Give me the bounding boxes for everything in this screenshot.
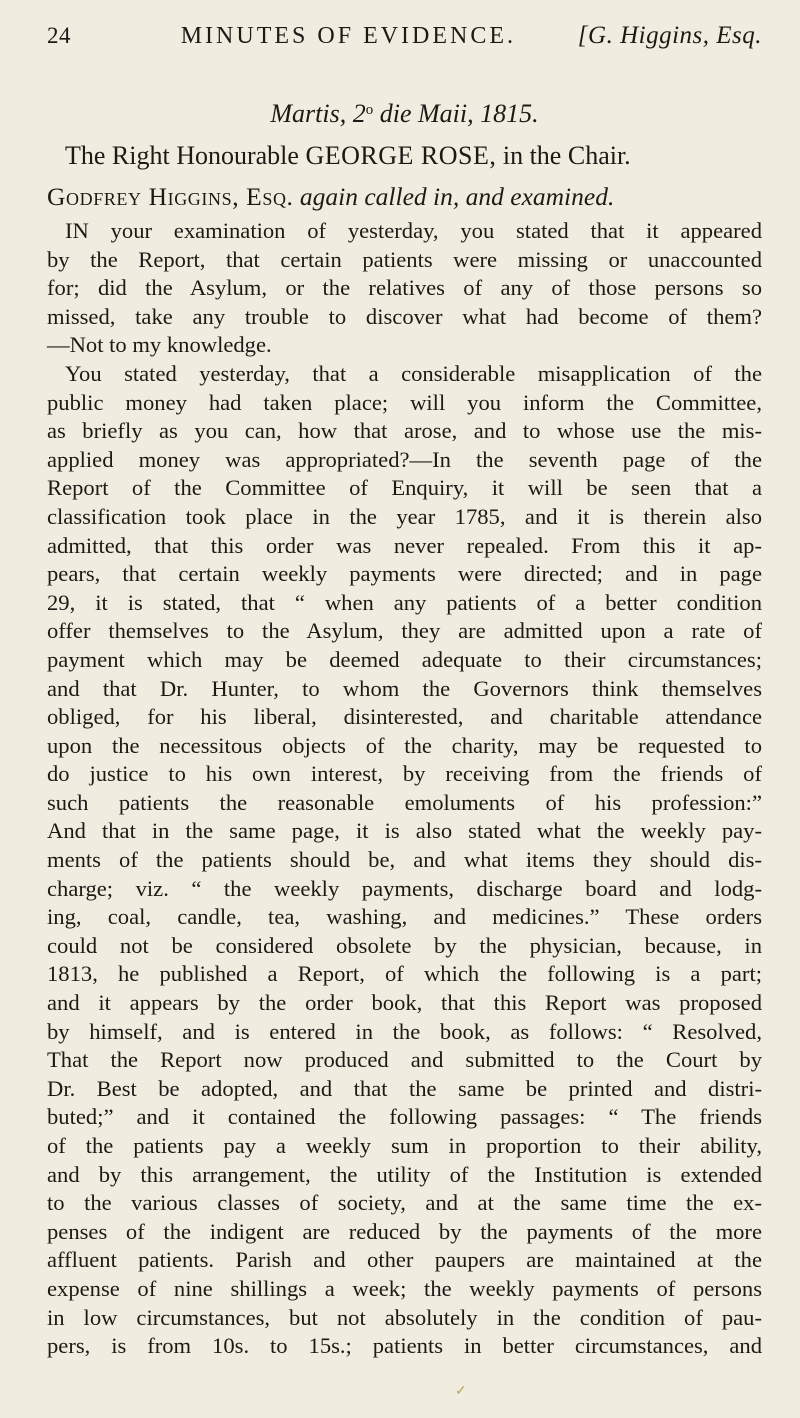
text-line: obliged, for his liberal, disinterested, and charitable attendance — [47, 704, 762, 730]
text-line: payment which may be deemed adequate to their circumstances; — [47, 646, 762, 672]
dateline-superscript: o — [365, 102, 374, 118]
text-line: of the patients pay a weekly sum in proportion to their ability, — [47, 1133, 762, 1158]
text-line: for; did the Asylum, or the relatives of any of those persons so — [47, 275, 762, 301]
text-line: 1813, he published a Report, of which the following is a part; — [47, 961, 762, 987]
text-line: as briefly as you can, how that arose, and to whose use the mis- — [47, 418, 762, 444]
dateline-prefix: Martis, 2 — [270, 99, 366, 128]
text-line: And that in the same page, it is also stated what the weekly pay- — [47, 818, 762, 844]
text-line: public money had taken place; will you inform the Committee, — [47, 389, 762, 415]
chair-line — [47, 140, 762, 172]
chair-name: GEORGE ROSE, — [305, 141, 497, 170]
text-line: and that Dr. Hunter, to whom the Governors think themselves — [47, 675, 762, 701]
witness-name: Godfrey Higgins, Esq. — [47, 182, 294, 211]
witness-status: again called in, and examined. — [293, 182, 615, 211]
text-line: 29, it is stated, that “ when any patients of a better condition — [47, 589, 762, 615]
text-line: could not be considered obsolete by the physician, because, in — [47, 932, 762, 958]
text-line: applied money was appropriated?—In the seventh page of the — [47, 446, 762, 472]
text-line: That the Report now produced and submitted to the Court by — [47, 1047, 762, 1073]
text-line: —Not to my knowledge. — [47, 332, 272, 358]
running-witness: [G. Higgins, Esq. — [577, 22, 762, 49]
chair-before: The Right Honourable — [65, 141, 306, 170]
text-line: ing, coal, candle, tea, washing, and medicines.” These orders — [47, 904, 762, 930]
text-line: pears, that certain weekly payments were directed; and in page — [47, 561, 762, 587]
text-line: penses of the indigent are reduced by the payments of the more — [47, 1218, 762, 1244]
text-line: and it appears by the order book, that this Report was proposed — [47, 990, 762, 1016]
text-line: by the Report, that certain patients were missing or unaccounted — [47, 246, 762, 272]
text-line: missed, take any trouble to discover what had become of them? — [47, 303, 762, 329]
text-line: ments of the patients should be, and what items they should dis- — [47, 847, 762, 873]
chair-after: in the Chair. — [496, 141, 631, 170]
text-line: by himself, and is entered in the book, as follows: “ Resolved, — [47, 1018, 762, 1044]
dateline-suffix: die Maii, 1815. — [373, 99, 539, 128]
text-line: Dr. Best be adopted, and that the same be printed and distri- — [47, 1075, 762, 1101]
text-line: expense of nine shillings a week; the weekly payments of persons — [47, 1275, 762, 1301]
text-line: do justice to his own interest, by receiving from the friends of — [47, 761, 762, 787]
ink-mark: ✓ — [455, 1384, 467, 1399]
evidence-body — [47, 217, 762, 1361]
witness-line — [47, 181, 762, 213]
paragraph — [47, 217, 762, 360]
text-line: affluent patients. Parish and other paupers are maintained at the — [47, 1247, 762, 1273]
text-line: offer themselves to the Asylum, they are admitted upon a rate of — [47, 618, 762, 644]
dateline — [47, 94, 762, 130]
text-line: upon the necessitous objects of the charity, may be requested to — [47, 732, 762, 758]
text-line: buted;” and it contained the following passages: “ The friends — [47, 1104, 762, 1130]
text-line: classification took place in the year 1785, and it is therein also — [47, 503, 762, 529]
text-line: to the various classes of society, and at the same time the ex- — [47, 1190, 762, 1216]
text-line: You stated yesterday, that a considerable misapplication of the — [65, 360, 762, 386]
text-line: pers, is from 10s. to 15s.; patients in better circumstances, and — [47, 1333, 762, 1359]
text-line: such patients the reasonable emoluments of his profession:” — [47, 789, 762, 815]
running-head — [47, 22, 762, 56]
paragraph — [47, 360, 762, 1361]
text-line: and by this arrangement, the utility of the Institution is extended — [47, 1161, 762, 1187]
running-title: MINUTES OF EVIDENCE. — [180, 23, 517, 49]
text-line: admitted, that this order was never repealed. From this it ap- — [47, 532, 762, 558]
text-line: IN your examination of yesterday, you stated that it appeared — [65, 218, 762, 243]
page-number: 24 — [47, 23, 71, 48]
text-line: in low circumstances, but not absolutely in the condition of pau- — [47, 1304, 762, 1330]
text-line: charge; viz. “ the weekly payments, discharge board and lodg- — [47, 875, 762, 901]
text-line: Report of the Committee of Enquiry, it will be seen that a — [47, 475, 762, 501]
